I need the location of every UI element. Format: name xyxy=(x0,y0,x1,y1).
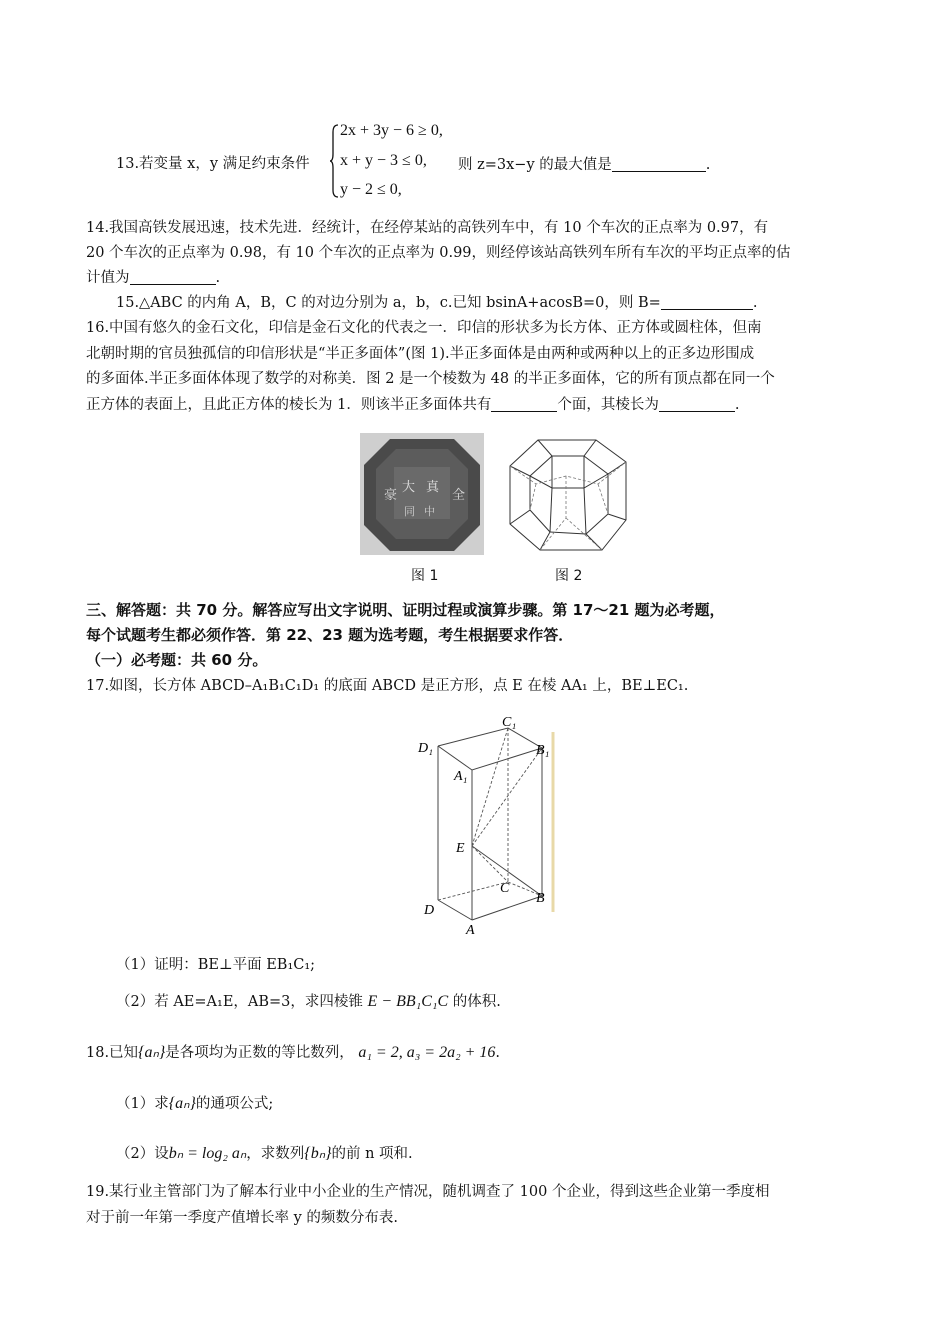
q19-line-2: 对于前一年第一季度产值增长率 y 的频数分布表. xyxy=(86,1210,399,1226)
vertex-label: B xyxy=(536,891,545,906)
answer-blank[interactable] xyxy=(659,396,735,412)
seal-char: 全 xyxy=(452,488,466,503)
q16-line-1: 16.中国有悠久的金石文化，印信是金石文化的代表之一．印信的形状多为长方体、正方体或圆柱体，但南 xyxy=(86,320,762,336)
q18-stem: 18.已知{aₙ}是各项均为正数的等比数列， a₁ = 2, a₃ = 2a₂ + 16. xyxy=(86,1044,501,1061)
answer-blank[interactable] xyxy=(491,396,557,412)
q13-constraint-3: y − 2 ≤ 0, xyxy=(340,181,402,198)
q17-part-1: （1）证明：BE⊥平面 EB₁C₁; xyxy=(116,957,316,973)
section-heading-line-2: 每个试题考生都必须作答．第 22、23 题为选考题，考生根据要求作答． xyxy=(86,626,574,644)
vertex-label: E xyxy=(456,841,465,856)
q13-constraint-2: x + y − 3 ≤ 0, xyxy=(340,152,427,169)
polyhedron-figure xyxy=(506,436,632,556)
vertex-label: C xyxy=(500,881,510,896)
figure-2-caption: 图 2 xyxy=(555,568,583,584)
q17-stem: 17.如图，长方体 ABCD–A₁B₁C₁D₁ 的底面 ABCD 是正方形，点 E 在棱 AA₁ 上，BE⊥EC₁. xyxy=(86,678,689,694)
q16-line-2: 北朝时期的官员独孤信的印信形状是“半正多面体”(图 1).半正多面体是由两种或两种以上的正多边形围成 xyxy=(86,346,755,362)
seal-char: 真 xyxy=(426,480,440,495)
vertex-label: D xyxy=(424,903,435,918)
q13-constraint-1: 2x + 3y − 6 ≥ 0, xyxy=(340,122,443,139)
q14-line-2: 20 个车次的正点率为 0.98，有 10 个车次的正点率为 0.99，则经停该站高铁列车所有车次的平均正点率的估 xyxy=(86,245,791,261)
q16-line-4: 正方体的表面上，且此正方体的棱长为 1．则该半正多面体共有 个面，其棱长为 . xyxy=(86,397,740,413)
answer-blank[interactable] xyxy=(130,269,216,285)
figure-1-caption: 图 1 xyxy=(411,568,439,584)
q14-line-3: 计值为 . xyxy=(86,270,221,286)
vertex-label: A xyxy=(466,923,475,938)
answer-blank[interactable] xyxy=(661,294,753,310)
q13-suffix: 则 z=3x−y 的最大值是 . xyxy=(458,157,711,173)
q15-line: 15.△ABC 的内角 A，B，C 的对边分别为 a，b，c.已知 bsinA+acosB=0，则 B= . xyxy=(116,295,758,311)
cuboid-figure xyxy=(410,712,570,940)
vertex-label: A₁ xyxy=(454,769,468,784)
seal-char: 豪 xyxy=(384,488,398,503)
vertex-label: D₁ xyxy=(418,741,433,756)
seal-char: 同 xyxy=(404,505,415,518)
q18-part-2: （2）设bₙ = log₂ aₙ，求数列{bₙ}的前 n 项和. xyxy=(116,1145,413,1162)
section-heading-line-3: （一）必考题：共 60 分。 xyxy=(86,651,268,669)
section-heading-line-1: 三、解答题：共 70 分。解答应写出文字说明、证明过程或演算步骤。第 17～21 题为必考题， xyxy=(86,601,725,619)
answer-blank[interactable] xyxy=(612,156,706,172)
seal-char: 中 xyxy=(424,505,435,518)
q16-line-3: 的多面体.半正多面体体现了数学的对称美．图 2 是一个棱数为 48 的半正多面体，它的所有顶点都在同一个 xyxy=(86,371,775,387)
q18-part-1: （1）求{aₙ}的通项公式; xyxy=(116,1095,274,1112)
seal-char: 大 xyxy=(402,480,416,495)
vertex-label: C₁ xyxy=(502,715,517,730)
seal-photo-image xyxy=(360,433,484,555)
left-brace-icon xyxy=(329,124,339,198)
q17-part-2: （2）若 AE=A₁E，AB=3，求四棱锥 E − BB₁C₁C 的体积. xyxy=(116,993,501,1010)
vertex-label: B₁ xyxy=(536,743,550,758)
q19-line-1: 19.某行业主管部门为了解本行业中小企业的生产情况，随机调查了 100 个企业，得到这些企业第一季度相 xyxy=(86,1184,770,1200)
q14-line-1: 14.我国高铁发展迅速，技术先进．经统计，在经停某站的高铁列车中，有 10 个车次的正点率为 0.97，有 xyxy=(86,220,769,236)
q13-prefix: 13.若变量 x，y 满足约束条件 xyxy=(116,156,310,172)
